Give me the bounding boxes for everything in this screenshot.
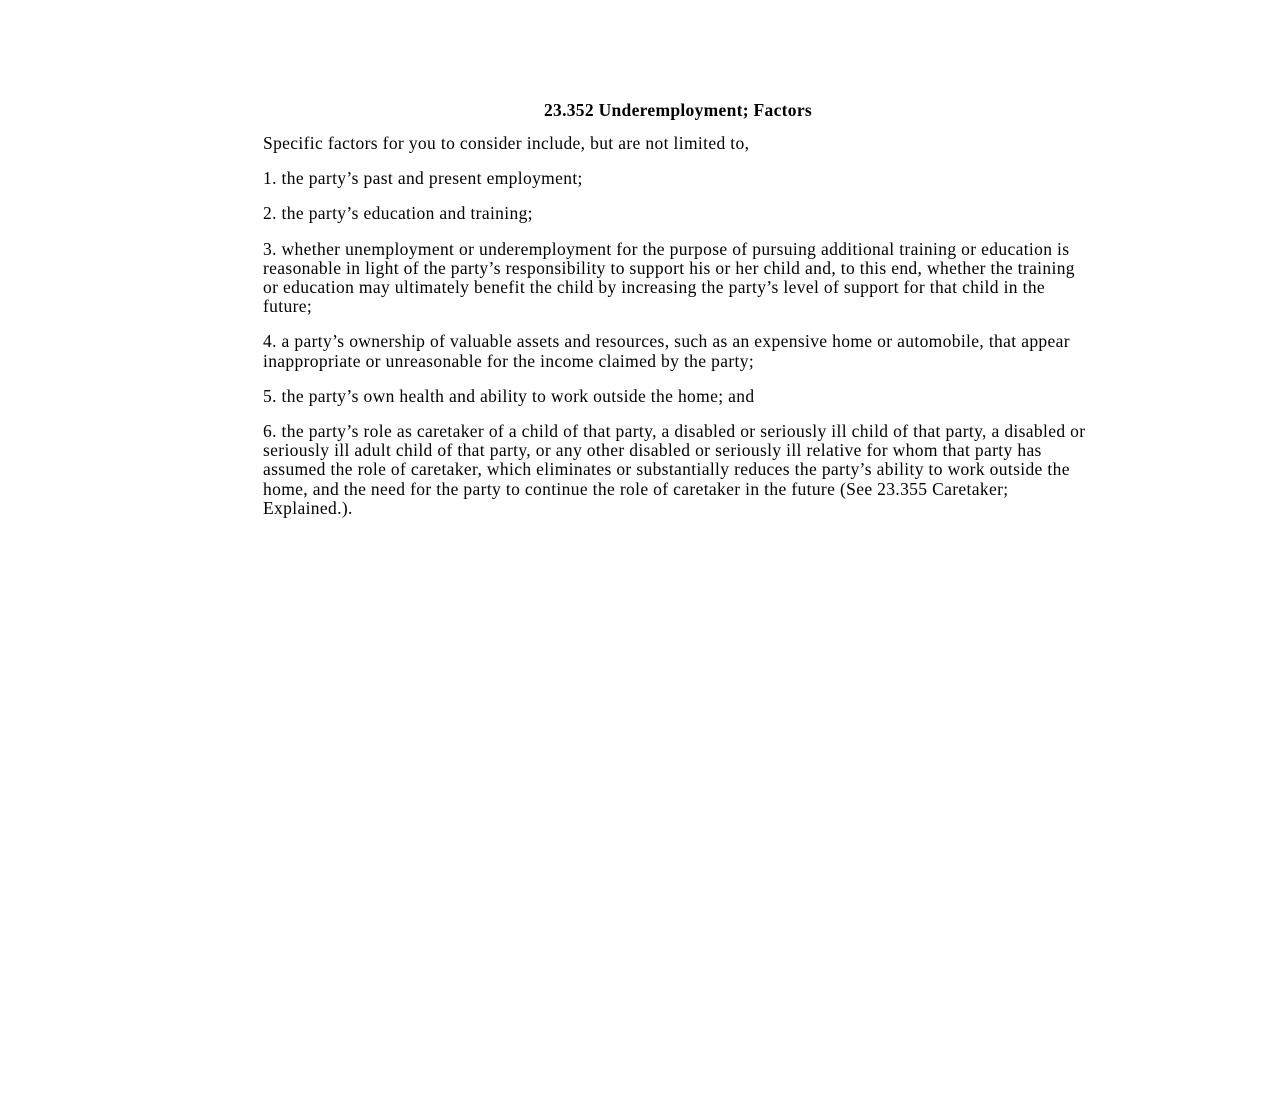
factor-item-1: 1. the party’s past and present employment; [263, 168, 583, 189]
factor-item-6: 6. the party’s role as caretaker of a child of that party, a disabled or seriously ill child of that party, a disabled or seriously ill adult child of that party, or any other disabled or seriously ill relative for whom that party has assumed the role of caretaker, which eliminates or substantially reduces the party’s ability to work outside the home, and the need for the party to continue the role of caretaker in the future (See 23.355 Caretaker; Explained.). [263, 421, 1086, 518]
factor-item-2: 2. the party’s education and training; [263, 203, 533, 224]
factor-item-4: 4. a party’s ownership of valuable assets and resources, such as an expensive home or automobile, that appear inappropriate or unreasonable for the income claimed by the party; [263, 331, 1070, 371]
factor-item-5: 5. the party’s own health and ability to work outside the home; and [263, 385, 755, 406]
intro-paragraph: Specific factors for you to consider include, but are not limited to, [263, 133, 750, 153]
page-title: 23.352 Underemployment; Factors [543, 100, 813, 120]
factor-item-3: 3. whether unemployment or underemployment for the purpose of pursuing additional training or education is reasonable in light of the party’s responsibility to support his or her child and, to this end, whether the training or education may ultimately benefit the child by increasing the party’s level of support for that child in the future; [263, 238, 1075, 317]
document-page [263, 100, 1093, 534]
